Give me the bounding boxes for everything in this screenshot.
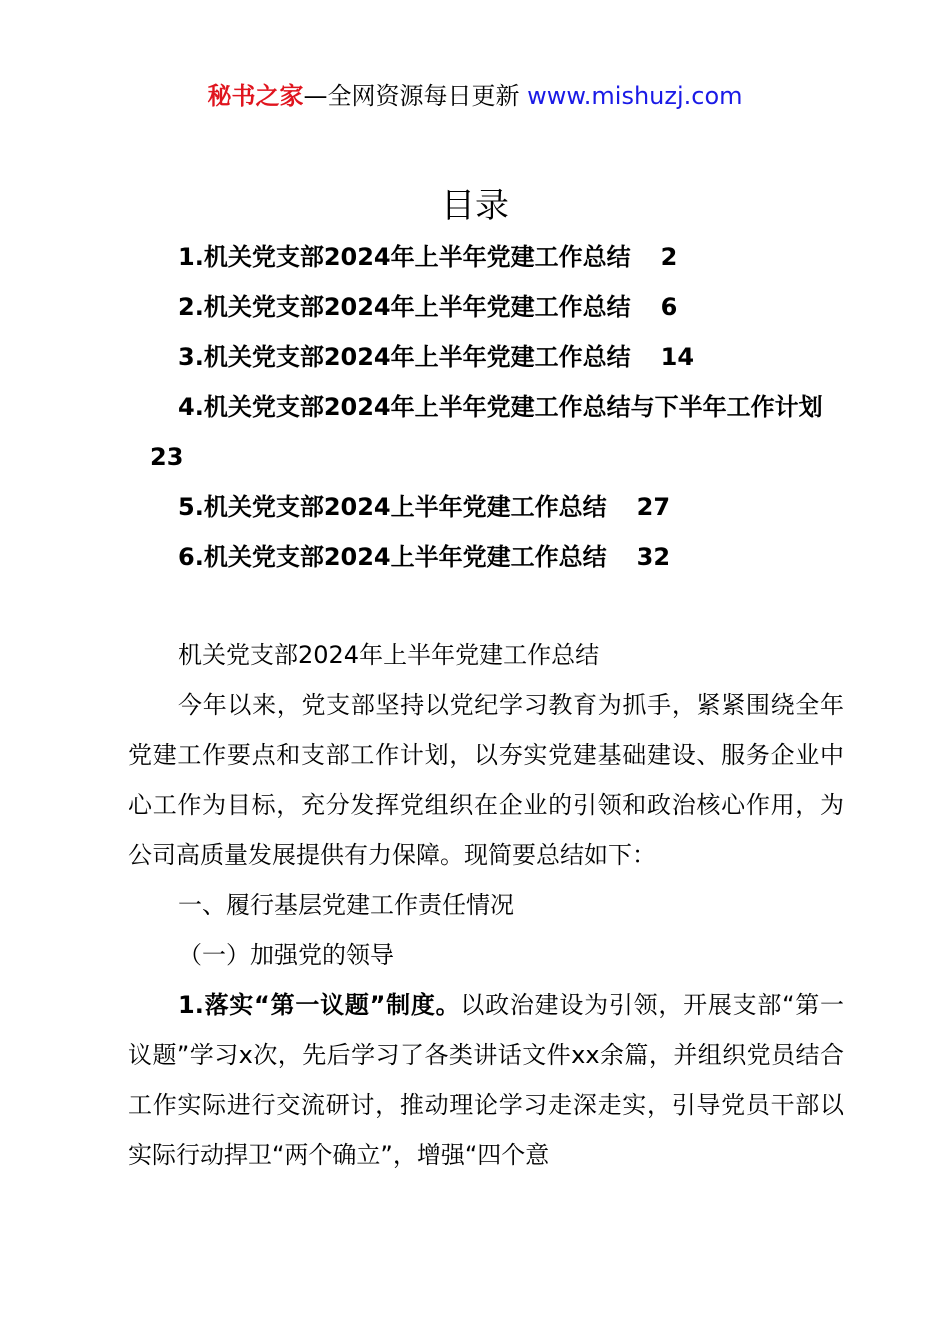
brand-name: 秘书之家 [207, 82, 304, 110]
toc-entry-title: 4.机关党支部2024年上半年党建工作总结与下半年工作计划 [178, 393, 823, 421]
subsection-heading: （一）加强党的领导 [178, 941, 394, 969]
item-label: 1.落实“第一议题”制度。 [178, 991, 461, 1019]
toc-entry-2[interactable] [128, 282, 838, 332]
toc-entry-title: 5.机关党支部2024上半年党建工作总结 [178, 493, 607, 521]
table-of-contents [128, 232, 838, 582]
item-paragraph [128, 980, 844, 1180]
toc-entry-page: 27 [636, 493, 671, 521]
toc-entry-title: 2.机关党支部2024年上半年党建工作总结 [178, 293, 631, 321]
toc-entry-page: 6 [660, 293, 678, 321]
toc-title: 目录 [441, 186, 509, 226]
header-tagline: —全网资源每日更新 [303, 82, 528, 110]
toc-entry-page: 23 [150, 443, 184, 471]
section-heading: 一、履行基层党建工作责任情况 [178, 891, 514, 919]
toc-entry-page: 2 [660, 243, 678, 271]
toc-entry-title: 6.机关党支部2024上半年党建工作总结 [178, 543, 607, 571]
site-header [0, 80, 950, 112]
toc-entry-1[interactable] [128, 232, 838, 282]
toc-entry-3[interactable] [128, 332, 838, 382]
toc-entry-4[interactable] [128, 382, 838, 482]
document-body [128, 630, 844, 1180]
toc-entry-title: 3.机关党支部2024年上半年党建工作总结 [178, 343, 631, 371]
toc-entry-6[interactable] [128, 532, 838, 582]
intro-paragraph: 今年以来，党支部坚持以党纪学习教育为抓手，紧紧围绕全年党建工作要点和支部工作计划，以夯实党建基础建设、服务企业中心工作为目标，充分发挥党组织在企业的引领和政治核心作用，为公司高质量发展提供有力保障。现简要总结如下： [128, 691, 844, 869]
toc-entry-page: 14 [660, 343, 695, 371]
toc-entry-page: 32 [636, 543, 671, 571]
item-text: 以政治建设为引领，开展支部“第一议题”学习x次，先后学习了各类讲话文件xx余篇，并组织党员结合工作实际进行交流研讨，推动理论学习走深走实，引导党员干部以实际行动捍卫“两个确立”，增强“四个意 [128, 991, 844, 1169]
document-heading: 机关党支部2024年上半年党建工作总结 [178, 641, 600, 669]
site-url-link[interactable]: www.mishuzj.com [527, 82, 743, 110]
toc-entry-title: 1.机关党支部2024年上半年党建工作总结 [178, 243, 631, 271]
toc-entry-5[interactable] [128, 482, 838, 532]
